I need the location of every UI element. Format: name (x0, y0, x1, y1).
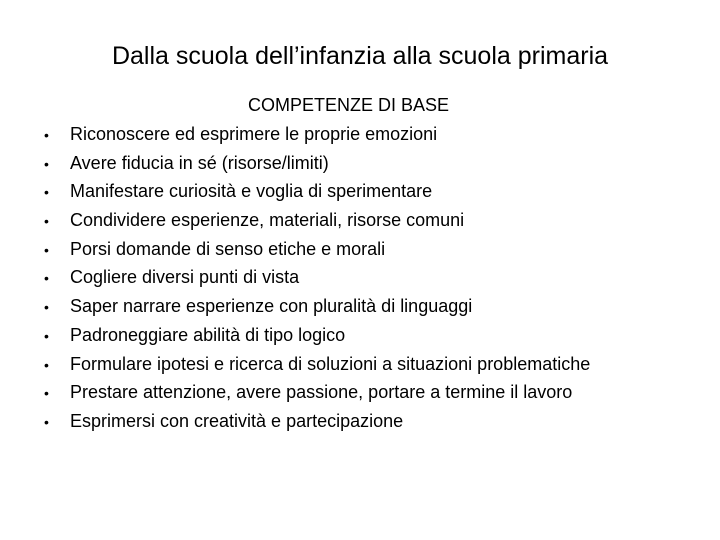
bullet-icon: • (44, 270, 49, 287)
bullet-text: Condividere esperienze, materiali, risorse comuni (70, 210, 465, 231)
bullet-text: Manifestare curiosità e voglia di sperimentare (70, 181, 433, 202)
bullet-icon: • (44, 184, 49, 201)
bullet-text: Avere fiducia in sé (risorse/limiti) (70, 152, 329, 173)
bullet-item-1 (44, 120, 590, 149)
bullet-list (44, 120, 590, 436)
bullet-text: Riconoscere ed esprimere le proprie emozioni (70, 124, 438, 144)
bullet-item-4 (44, 206, 590, 235)
bullet-item-7 (44, 292, 590, 321)
bullet-icon: • (44, 327, 49, 344)
bullet-text: Porsi domande di senso etiche e morali (70, 238, 386, 259)
section-heading: COMPETENZE DI BASE (248, 95, 450, 115)
bullet-icon: • (44, 385, 49, 402)
slide-title: Dalla scuola dell’infanzia alla scuola primaria (111, 42, 609, 70)
bullet-icon: • (44, 213, 49, 230)
bullet-icon: • (44, 299, 49, 316)
bullet-icon: • (44, 356, 49, 373)
bullet-icon: • (44, 413, 49, 430)
bullet-text: Prestare attenzione, avere passione, portare a termine il lavoro (70, 382, 573, 403)
bullet-text: Padroneggiare abilità di tipo logico (70, 324, 346, 345)
bullet-item-5 (44, 235, 590, 264)
bullet-text: Formulare ipotesi e ricerca di soluzioni a situazioni problematiche (70, 353, 591, 374)
bullet-item-3 (44, 177, 590, 206)
bullet-item-11 (44, 407, 590, 436)
bullet-item-9 (44, 350, 590, 379)
bullet-icon: • (44, 241, 49, 258)
bullet-item-10 (44, 378, 590, 407)
bullet-text: Saper narrare esperienze con pluralità di linguaggi (70, 296, 473, 317)
bullet-item-2 (44, 149, 590, 178)
bullet-item-8 (44, 321, 590, 350)
bullet-text: Esprimersi con creatività e partecipazione (70, 410, 404, 431)
bullet-icon: • (44, 127, 49, 143)
bullet-item-6 (44, 263, 590, 292)
bullet-icon: • (44, 155, 49, 172)
bullet-text: Cogliere diversi punti di vista (70, 267, 300, 288)
